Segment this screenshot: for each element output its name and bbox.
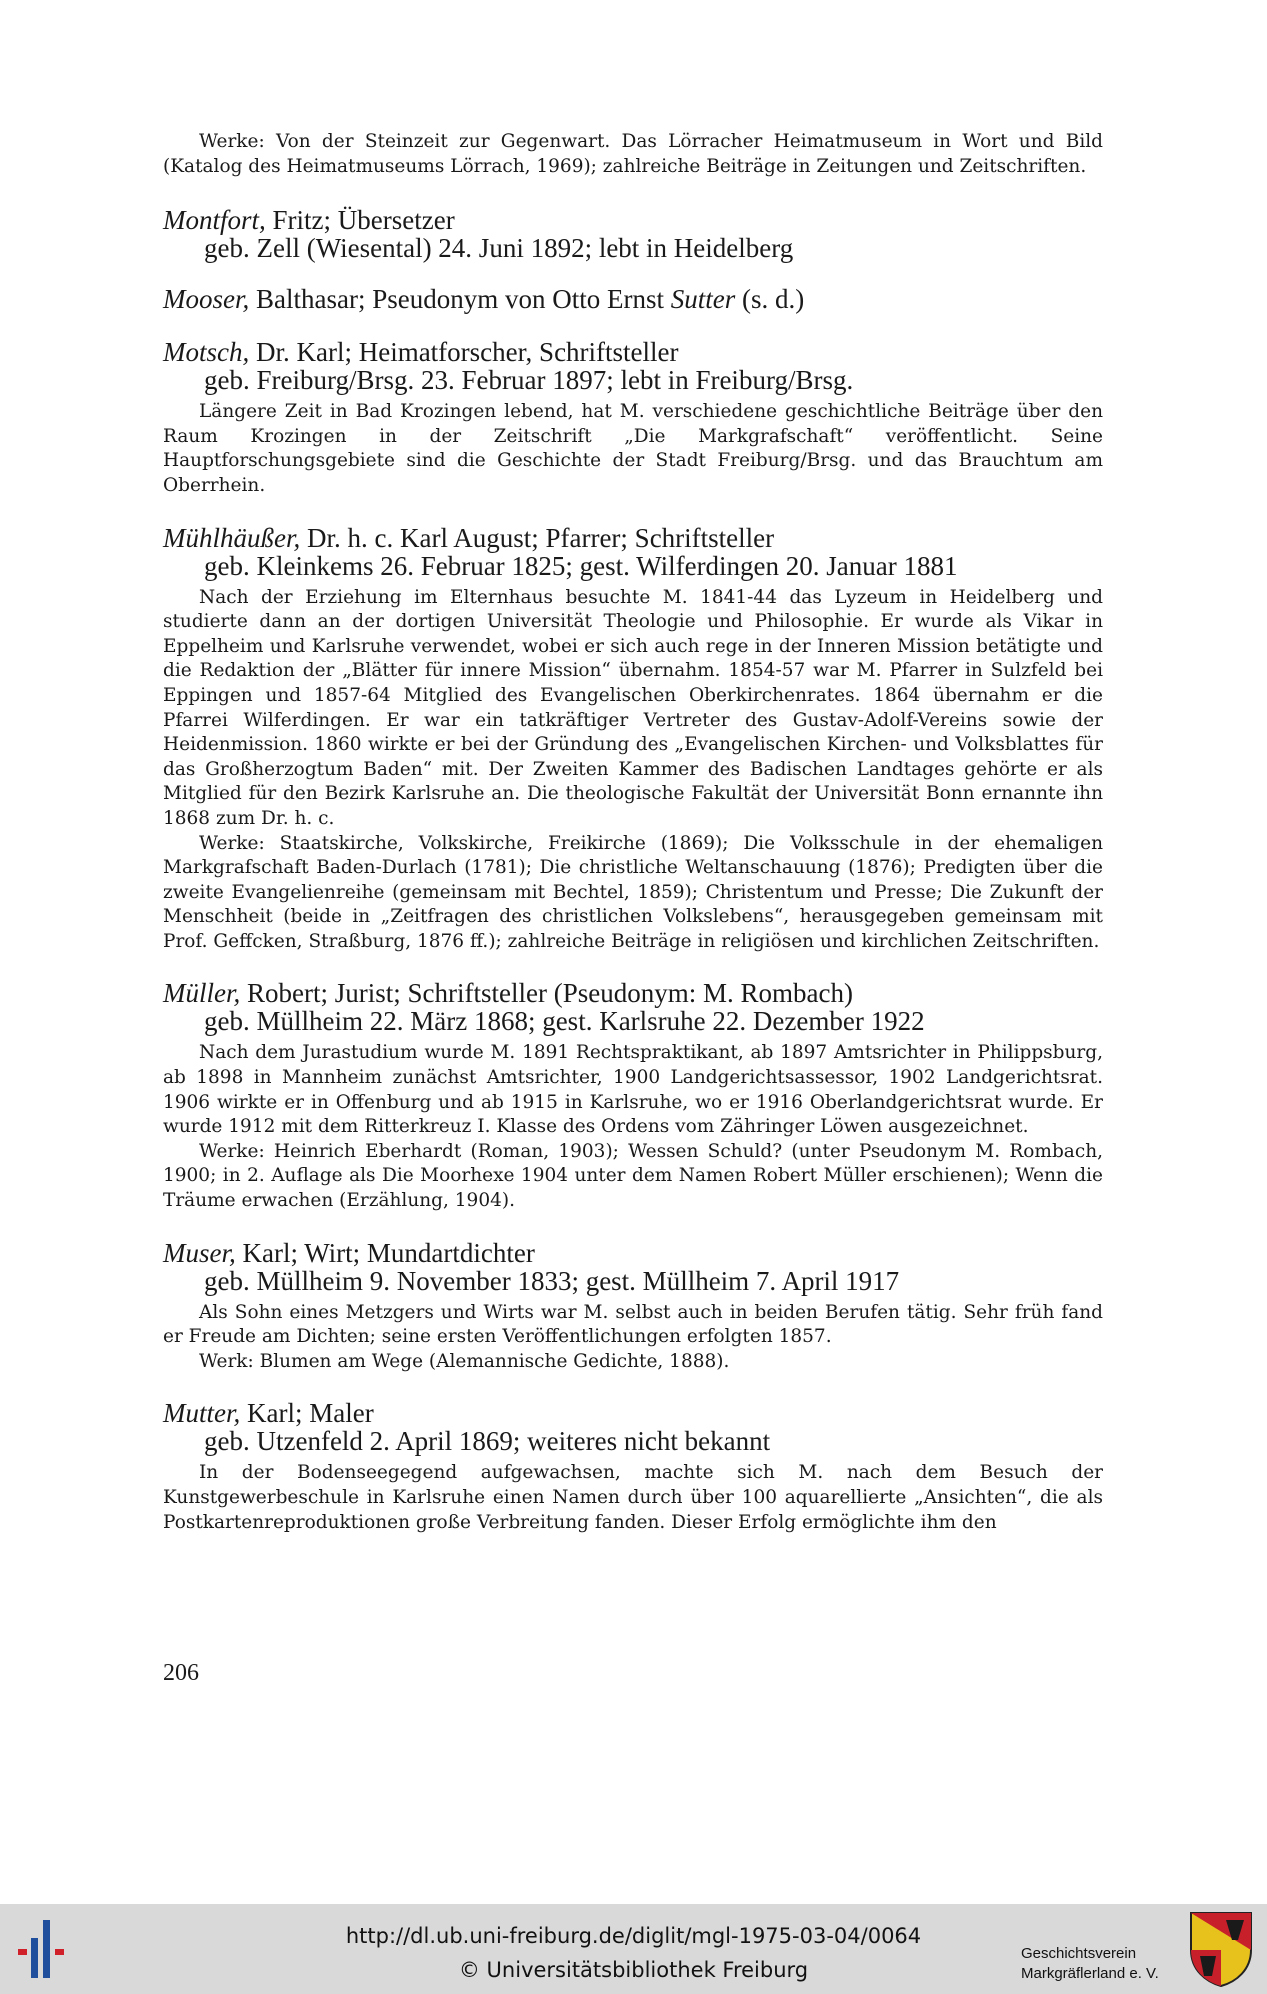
entry-description: Karl; Wirt; Mundartdichter (235, 1237, 535, 1268)
entry-description: Balthasar; Pseudonym von Otto Ernst (249, 284, 671, 315)
entry-works: Werke: Heinrich Eberhardt (Roman, 1903); Wessen Schuld? (unter Pseudonym M. Rombach, 1900; in 2. Auflage als Die Moorhexe 1904 unter dem Namen Robert Müller erschienen); Wenn die Träume erwachen (Erzählung, 1904). (163, 1140, 1103, 1212)
entry-heading (163, 286, 1103, 313)
entry-dates: geb. Kleinkems 26. Februar 1825; gest. Wilferdingen 20. Januar 1881 (204, 550, 958, 581)
entry-dates: geb. Müllheim 22. März 1868; gest. Karlsruhe 22. Dezember 1922 (204, 1006, 925, 1037)
entry-mutter (163, 1400, 1103, 1535)
entry-works: Werk: Blumen am Wege (Alemannische Gedichte, 1888). (199, 1350, 730, 1372)
entry-name: Montfort, (163, 205, 266, 236)
entry-description: Fritz; Übersetzer (265, 205, 455, 236)
document-page (163, 130, 1103, 1535)
entry-biography: Längere Zeit in Bad Krozingen lebend, hat M. verschiedene geschichtliche Beiträge über den Raum Krozingen in der Zeitschrift „Die Markgrafschaft“ veröffentlicht. Seine Hauptforschungsgebiete sind die Geschichte der Stadt Freiburg/Brsg. und das Brauchtum am Oberrhein. (163, 401, 1103, 496)
source-url[interactable]: http://dl.ub.uni-freiburg.de/diglit/mgl-1975-03-04/0064 (345, 1924, 922, 1948)
entry-biography: In der Bodenseegegend aufgewachsen, machte sich M. nach dem Besuch der Kunstgewerbeschule in Karlsruhe einen Namen durch über 100 aquarellierte „Ansichten“, die als Postkartenreproduktionen große Verbreitung fanden. Dieser Erfolg ermöglichte ihm den (163, 1462, 1103, 1533)
society-name-line1: Geschichtsverein (1021, 1945, 1137, 1962)
society-name-line2: Markgräflerland e. V. (1021, 1965, 1159, 1982)
entry-name: Motsch, (163, 337, 250, 368)
entry-motsch (163, 339, 1103, 498)
entry-mueller (163, 980, 1103, 1213)
entry-biography: Nach dem Jurastudium wurde M. 1891 Rechtspraktikant, ab 1897 Amtsrichter in Philippsburg, ab 1898 in Mannheim zunächst Amtsrichter, 1900 Landgerichtsassessor, 1902 Landgerichtsrat. 1906 wirkte er in Offenburg und ab 1915 in Karlsruhe, wo er 1916 Oberlandgerichtsrat wurde. Er wurde 1912 mit dem Ritterkreuz I. Klasse des Ordens vom Zähringer Löwen ausgezeichnet. (163, 1042, 1103, 1138)
entry-muehlhaeusser (163, 522, 1103, 955)
coat-of-arms-icon (1188, 1910, 1254, 1988)
copyright-notice: © Universitätsbibliothek Freiburg (458, 1958, 809, 1982)
entry-description: Karl; Maler (240, 1398, 374, 1429)
footer-bar (0, 1904, 1267, 1994)
entry-name: Müller, (163, 978, 241, 1009)
entry-dates: geb. Utzenfeld 2. April 1869; weiteres nicht bekannt (204, 1426, 771, 1457)
entry-description: Dr. h. c. Karl August; Pfarrer; Schriftsteller (300, 522, 775, 553)
entry-biography: Nach der Erziehung im Elternhaus besuchte M. 1841-44 das Lyzeum in Heidelberg und studierte dann an der dortigen Universität Theologie und Philosophie. Er wurde als Vikar in Eppelheim und Karlsruhe verwendet, wobei er sich auch rege in der Inneren Mission betätigte und die Redaktion der „Blätter für innere Mission“ übernahm. 1854-57 war M. Pfarrer in Sulzfeld bei Eppingen und 1857-64 Mitglied des Evangelischen Oberkirchenrates. 1864 übernahm er die Pfarrei Wilferdingen. Er war ein tatkräftiger Vertreter des Gustav-Adolf-Vereins sowie der Heidenmission. 1860 wirkte er bei der Gründung des „Evangelischen Kirchen- und Volksblattes für das Großherzogtum Baden“ mit. Der Zweiten Kammer des Badischen Landtages gehörte er als Mitglied für den Bezirk Karlsruhe an. Die theologische Fakultät der Universität Bonn ernannte ihn 1868 zum Dr. h. c. (163, 586, 1103, 829)
entry-heading (163, 522, 1103, 553)
entry-reference-note: (s. d.) (735, 284, 805, 315)
entry-heading (163, 1400, 1103, 1427)
entry-biography: Als Sohn eines Metzgers und Wirts war M. selbst auch in beiden Berufen tätig. Sehr früh fand er Freude am Dichten; seine ersten Veröffentlichungen erfolgten 1857. (163, 1301, 1103, 1348)
entry-description: Robert; Jurist; Schriftsteller (Pseudonym: M. Rombach) (240, 978, 853, 1009)
entry-heading (163, 980, 1103, 1007)
entry-name: Mühlhäußer, (163, 522, 301, 553)
intro-works: Werke: Von der Steinzeit zur Gegenwart. Das Lörracher Heimatmuseum in Wort und Bild (Katalog des Heimatmuseums Lörrach, 1969); zahlreiche Beiträge in Zeitungen und Zeitschriften. (163, 131, 1103, 177)
entry-dates: geb. Zell (Wiesental) 24. Juni 1892; lebt in Heidelberg (204, 233, 794, 264)
entry-montfort (163, 207, 1103, 262)
entry-reference: Sutter (670, 284, 736, 315)
society-name (1021, 1944, 1159, 1984)
entry-dates: geb. Freiburg/Brsg. 23. Februar 1897; lebt in Freiburg/Brsg. (204, 365, 854, 396)
entry-description: Dr. Karl; Heimatforscher, Schriftsteller (249, 337, 679, 368)
entry-heading (163, 1237, 1103, 1268)
entry-heading (163, 339, 1103, 366)
page-number: 206 (163, 1660, 199, 1686)
entry-mooser (163, 286, 1103, 313)
entry-heading (163, 207, 1103, 234)
entry-works: Werke: Staatskirche, Volkskirche, Freikirche (1869); Die Volksschule in der ehemaligen Markgrafschaft Baden-Durlach (1781); Die christliche Weltanschauung (1876); Predigten über die zweite Evangelienreihe (gemeinsam mit Bechtel, 1859); Christentum und Presse; Die Zukunft der Menschheit (beide in „Zeitfragen des christlichen Volkslebens“, herausgegeben gemeinsam mit Prof. Geffcken, Straßburg, 1876 ff.); zahlreiche Beiträge in religiösen und kirchlichen Zeitschriften. (163, 832, 1103, 952)
entry-dates: geb. Müllheim 9. November 1833; gest. Müllheim 7. April 1917 (204, 1265, 900, 1296)
entry-name: Mooser, (163, 284, 250, 315)
entry-name: Mutter, (163, 1398, 241, 1429)
entry-name: Muser, (163, 1237, 236, 1268)
entry-muser (163, 1237, 1103, 1375)
